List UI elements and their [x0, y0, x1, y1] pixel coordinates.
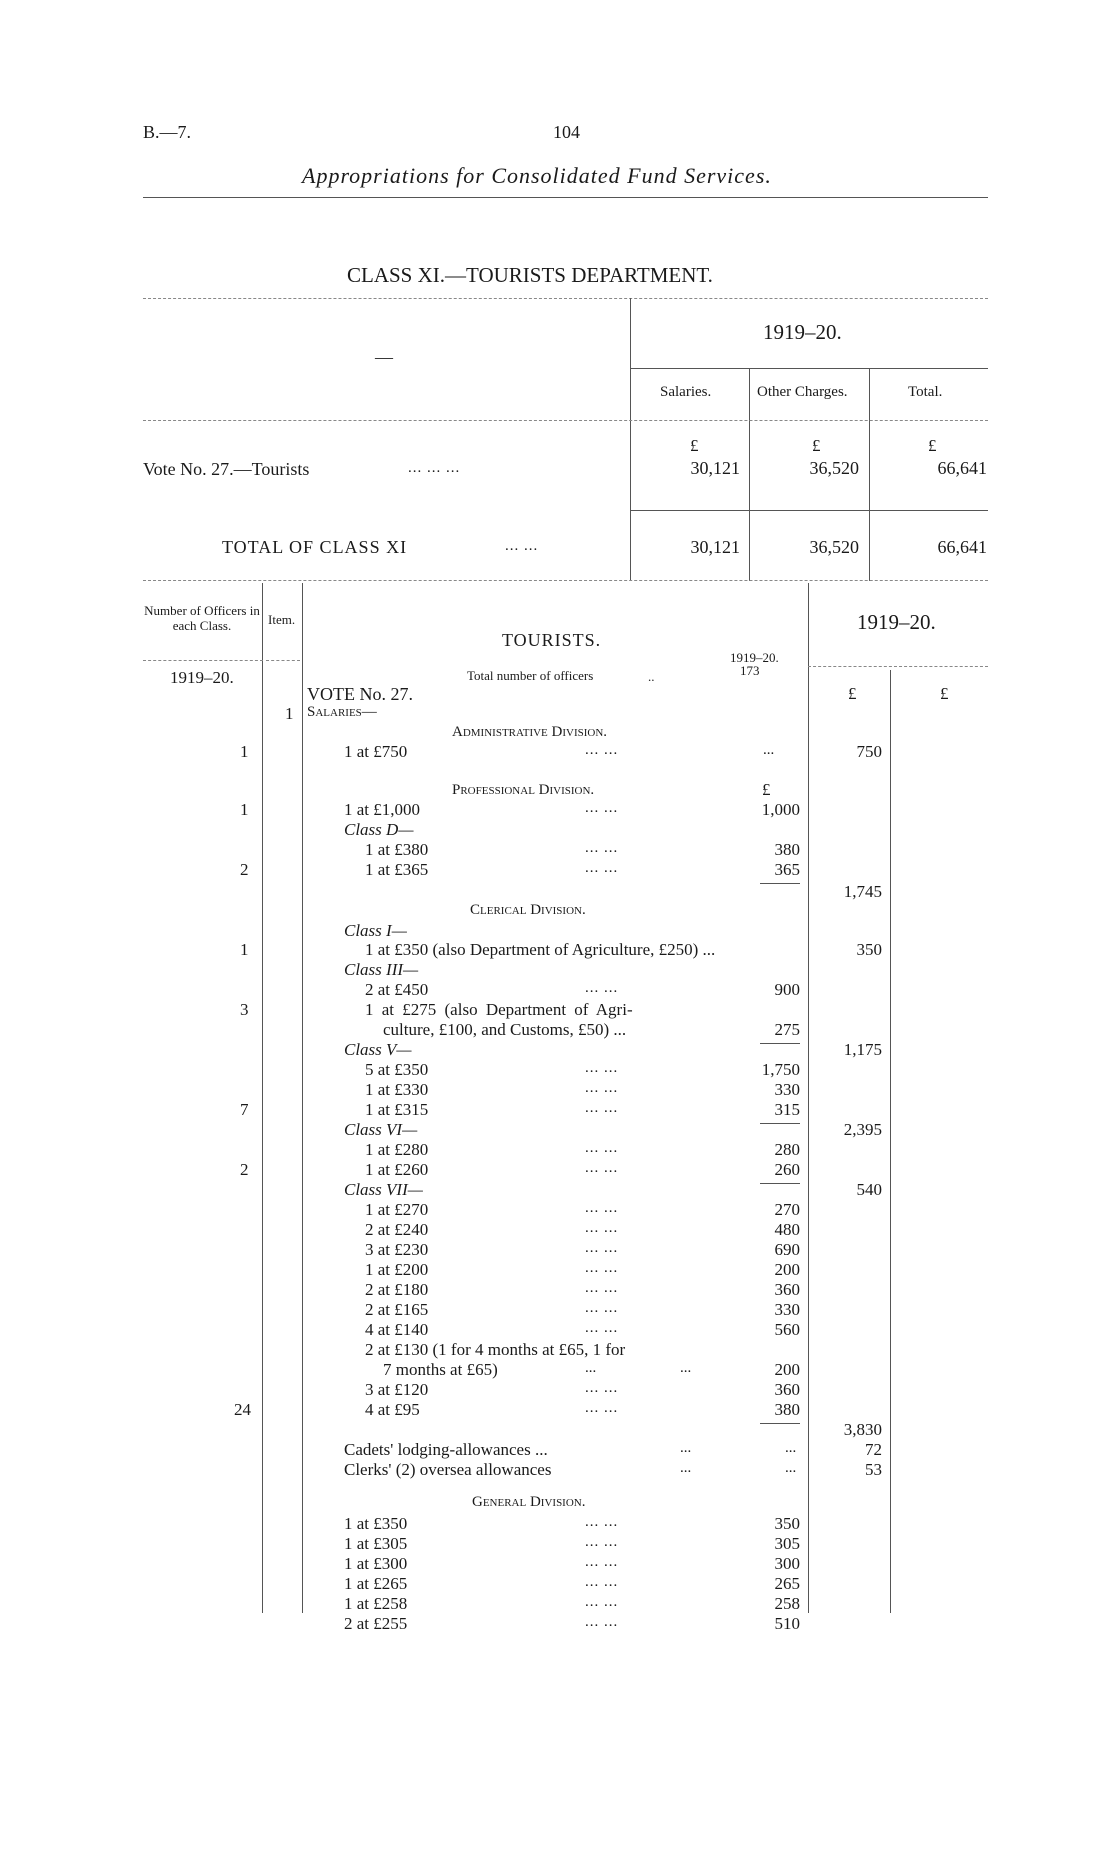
pound-sign: £	[762, 780, 771, 799]
cadets-allowance: Cadets' lodging-allowances ...	[344, 1440, 548, 1459]
general-line: 1 at £258	[344, 1594, 408, 1613]
general-line: 1 at £300	[344, 1554, 408, 1573]
page-number: 104	[553, 122, 580, 142]
officer-count: 7	[240, 1100, 249, 1119]
leader-dots: ... ...	[585, 1514, 619, 1530]
total-total: 66,641	[937, 537, 987, 557]
amount-col-left	[808, 583, 809, 1613]
class-vi-total: 540	[856, 1180, 882, 1199]
leader-dots: ... ...	[585, 1554, 619, 1570]
class-v-line: 5 at £350	[365, 1060, 429, 1079]
leader-dots: ... ...	[585, 1240, 619, 1256]
prof-line-1: 1 at £1,000	[344, 800, 421, 819]
officers-label: Total number of officers	[467, 668, 594, 683]
class-vii-amount: 480	[774, 1220, 800, 1239]
general-amount: 510	[774, 1614, 800, 1633]
page-subtitle: Appropriations for Consolidated Fund Services.	[302, 163, 772, 188]
leader-dots: ... ...	[585, 1160, 619, 1176]
summary-year: 1919–20.	[763, 320, 842, 344]
leader-dots: ... ...	[585, 1574, 619, 1590]
leader-dots: ... ... ...	[408, 460, 461, 476]
class-vi-heading: Class VI—	[344, 1120, 418, 1139]
year-amount-rule	[808, 666, 988, 667]
pound-sign: £	[940, 684, 949, 703]
class-v-amount: 330	[774, 1080, 800, 1099]
leader-dots: ... ...	[585, 840, 619, 856]
leader-dots: ... ...	[585, 800, 619, 816]
prof-total: 1,745	[843, 882, 882, 901]
class-v-total: 2,395	[843, 1120, 882, 1139]
leader-dots: ... ...	[585, 1080, 619, 1096]
total-other: 36,520	[809, 537, 859, 557]
leader-dots: ...	[680, 1440, 692, 1456]
professional-heading: Professional Division.	[452, 782, 595, 798]
leader-dots: ... ...	[585, 742, 619, 758]
leader-dots: ... ...	[585, 1260, 619, 1276]
col-item-heading: Item.	[268, 612, 296, 627]
class-vii-total: 3,830	[843, 1420, 882, 1439]
leader-dots: ...	[680, 1360, 692, 1376]
vote-label: Vote No. 27.—Tourists	[143, 459, 310, 479]
leader-dots: ...	[785, 1460, 797, 1476]
class-d-heading: Class D—	[344, 820, 414, 839]
leader-dots: ... ...	[585, 1280, 619, 1296]
leader-dots: ... ...	[585, 1400, 619, 1416]
class-v-amount: 1,750	[761, 1060, 800, 1079]
clerks-allowance: Clerks' (2) oversea allowances	[344, 1460, 552, 1479]
admin-line: 1 at £750	[344, 742, 408, 761]
officers-year: 1919–20.	[730, 650, 779, 665]
general-amount: 300	[774, 1554, 800, 1573]
class-vii-line-10: 4 at £95	[365, 1400, 420, 1419]
clerical-line-3b: culture, £100, and Customs, £50) ...	[383, 1020, 627, 1039]
admin-heading: Administrative Division.	[452, 724, 608, 740]
pound-sign: £	[690, 436, 699, 455]
subtotal-rule	[760, 1043, 800, 1044]
item-col-right	[302, 583, 303, 1613]
officer-count: 1	[240, 742, 249, 761]
leader-dots: ...	[785, 1440, 797, 1456]
item-col-left	[262, 583, 263, 1613]
officer-count: 1	[240, 940, 249, 959]
class-vii-line: 2 at £240	[365, 1220, 429, 1239]
class-vii-amount: 560	[774, 1320, 800, 1339]
leader-dots: ... ...	[585, 1534, 619, 1550]
admin-amount: 750	[856, 742, 882, 761]
clerical-line-1: 1 at £350 (also Department of Agriculture, £250) ...	[365, 940, 716, 959]
leader-dots: ... ...	[585, 1060, 619, 1076]
col-other-charges: Other Charges.	[757, 384, 848, 400]
clerical-amount-2: 900	[774, 980, 800, 999]
class-v-amount: 315	[774, 1100, 800, 1119]
class-vii-line-9: 3 at £120	[365, 1380, 429, 1399]
col-salaries: Salaries.	[660, 384, 712, 400]
class-vii-amount: 330	[774, 1300, 800, 1319]
subtotal-rule	[760, 1123, 800, 1124]
general-heading: General Division.	[472, 1494, 586, 1510]
general-amount: 350	[774, 1514, 800, 1533]
item-rule	[266, 660, 300, 661]
class-vii-line: 3 at £230	[365, 1240, 429, 1259]
officer-count: 24	[234, 1400, 251, 1419]
col-year: 1919–20.	[170, 668, 234, 687]
leader-dots: ... ...	[585, 1300, 619, 1316]
class-v-heading: Class V—	[344, 1040, 412, 1059]
officer-count: 2	[240, 1160, 249, 1179]
clerical-heading: Clerical Division.	[470, 902, 586, 918]
prof-amount-1: 1,000	[761, 800, 800, 819]
class-vi-amount: 280	[774, 1140, 800, 1159]
leader-dots: ... ...	[585, 1100, 619, 1116]
col-divider-1	[749, 368, 750, 581]
class-vi-line: 1 at £260	[365, 1160, 429, 1179]
prof-amount-3: 365	[774, 860, 800, 879]
officer-count: 2	[240, 860, 249, 879]
pound-sign: £	[848, 684, 857, 703]
section-year: 1919–20.	[857, 610, 936, 634]
salaries-heading: Salaries—	[307, 704, 377, 720]
document-ref: B.—7.	[143, 122, 192, 142]
leader-dots: ... ...	[585, 1220, 619, 1236]
leader-dots: ..	[648, 669, 655, 684]
leader-dots: ... ...	[585, 1594, 619, 1610]
class-vii-line-8b: 7 months at £65)	[383, 1360, 498, 1379]
vote-heading: VOTE No. 27.	[307, 684, 413, 704]
total-salaries: 30,121	[690, 537, 740, 557]
subtotal-rule	[760, 1423, 800, 1424]
summary-col-divider	[630, 298, 631, 581]
section-title: TOURISTS.	[502, 630, 602, 650]
class-vii-line: 2 at £180	[365, 1280, 429, 1299]
col-officers-heading: Number of Officers in each Class.	[144, 603, 260, 633]
item-number: 1	[285, 704, 294, 723]
columns-rule	[143, 420, 988, 421]
general-amount: 258	[774, 1594, 800, 1613]
subtotal-rule	[760, 1183, 800, 1184]
leader-dots: ... ...	[585, 1200, 619, 1216]
class-i-heading: Class I—	[344, 921, 407, 940]
officers-rule	[143, 660, 263, 661]
leader-dots: ... ...	[505, 538, 539, 554]
total-label: TOTAL OF CLASS XI	[222, 537, 408, 557]
leader-dots: ...	[680, 1460, 692, 1476]
leader-dots: ... ...	[585, 1380, 619, 1396]
leader-dots: ... ...	[585, 1614, 619, 1630]
leader-dots: ...	[585, 1360, 597, 1376]
class-vii-line-8a: 2 at £130 (1 for 4 months at £65, 1 for	[365, 1340, 626, 1359]
general-amount: 265	[774, 1574, 800, 1593]
class-v-line: 1 at £315	[365, 1100, 429, 1119]
officers-total: 173	[740, 663, 760, 678]
class-iii-heading: Class III—	[344, 960, 419, 979]
class-vii-amount-9: 360	[774, 1380, 800, 1399]
class-title: CLASS XI.—TOURISTS DEPARTMENT.	[347, 263, 713, 287]
vote-total: 66,641	[937, 458, 987, 478]
officer-count: 1	[240, 800, 249, 819]
vote-salaries: 30,121	[690, 458, 740, 478]
class-vii-amount: 690	[774, 1240, 800, 1259]
clerks-amount: 53	[865, 1460, 882, 1479]
header-rule	[143, 197, 988, 198]
class-vi-line: 1 at £280	[365, 1140, 429, 1159]
class-vii-line: 2 at £165	[365, 1300, 429, 1319]
year-rule	[630, 368, 988, 369]
class-vi-amount: 260	[774, 1160, 800, 1179]
prof-line-3: 1 at £365	[365, 860, 429, 879]
vote-rule	[630, 510, 988, 511]
pound-sign: £	[928, 436, 937, 455]
prof-amount-2: 380	[774, 840, 800, 859]
clerical-line-2: 2 at £450	[365, 980, 429, 999]
vote-other: 36,520	[809, 458, 859, 478]
general-amount: 305	[774, 1534, 800, 1553]
amount-col-mid	[890, 670, 891, 1613]
officer-count: 3	[240, 1000, 249, 1019]
leader-dots: ... ...	[585, 860, 619, 876]
col-total: Total.	[908, 384, 943, 400]
class-vii-line: 4 at £140	[365, 1320, 429, 1339]
general-line: 1 at £350	[344, 1514, 408, 1533]
prof-line-2: 1 at £380	[365, 840, 429, 859]
summary-bottom-rule	[143, 580, 988, 581]
leader-dots: ...	[763, 742, 775, 758]
summary-top-rule	[143, 298, 988, 299]
col-divider-2	[869, 368, 870, 581]
blank-heading: —	[375, 347, 393, 367]
clerical-amount-3: 275	[774, 1020, 800, 1039]
general-line: 2 at £255	[344, 1614, 408, 1633]
class-vii-line: 1 at £200	[365, 1260, 429, 1279]
general-line: 1 at £265	[344, 1574, 408, 1593]
clerical-line-3a: 1 at £275 (also Department of Agri-	[365, 1000, 633, 1019]
leader-dots: ... ...	[585, 1320, 619, 1336]
clerical-total-iii: 1,175	[843, 1040, 882, 1059]
cadets-amount: 72	[865, 1440, 882, 1459]
leader-dots: ... ...	[585, 980, 619, 996]
pound-sign: £	[812, 436, 821, 455]
class-vii-heading: Class VII—	[344, 1180, 423, 1199]
class-vii-amount: 270	[774, 1200, 800, 1219]
general-line: 1 at £305	[344, 1534, 408, 1553]
clerical-amount-1: 350	[856, 940, 882, 959]
class-v-line: 1 at £330	[365, 1080, 429, 1099]
class-vii-amount: 360	[774, 1280, 800, 1299]
class-vii-amount: 200	[774, 1260, 800, 1279]
class-vii-amount-8: 200	[774, 1360, 800, 1379]
leader-dots: ... ...	[585, 1140, 619, 1156]
class-vii-line: 1 at £270	[365, 1200, 429, 1219]
subtotal-rule	[760, 883, 800, 884]
class-vii-amount-10: 380	[774, 1400, 800, 1419]
